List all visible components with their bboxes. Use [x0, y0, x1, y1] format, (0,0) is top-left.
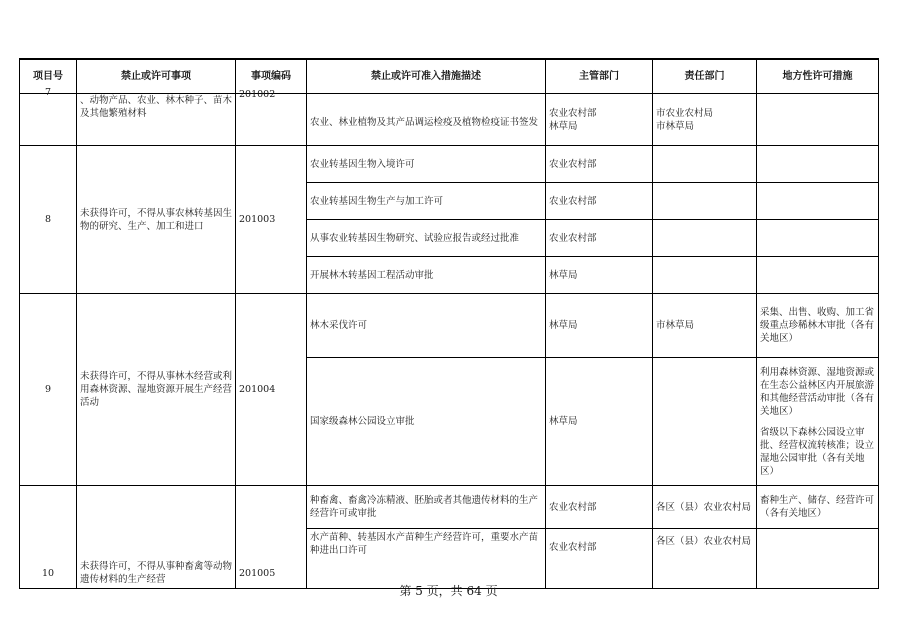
resp-cell: 各区（县）农业农村局 — [653, 486, 757, 529]
local-cell — [757, 146, 879, 183]
header-measure: 禁止或许可准入措施描述 — [307, 59, 546, 94]
table-row — [20, 486, 879, 529]
page-number-footer: 第 5 页，共 64 页 — [399, 584, 498, 598]
header-item: 禁止或许可事项 — [77, 59, 236, 94]
item-text: 未获得许可，不得从事农林转基因生物的研究、生产、加工和进口 — [77, 146, 236, 294]
table-row — [20, 146, 879, 183]
resp-cell — [653, 358, 757, 486]
item-text: 未获得许可，不得从事种畜禽等动物遗传材料的生产经营 — [77, 486, 236, 589]
resp-cell — [653, 257, 757, 294]
header-local: 地方性许可措施 — [757, 59, 879, 94]
permit-table — [19, 58, 879, 589]
local-measure-text: 利用森林资源、湿地资源或在生态公益林区内开展旅游和其他经营活动审批（各有关地区） — [760, 366, 875, 417]
local-cell — [757, 358, 879, 486]
local-cell — [757, 257, 879, 294]
measure-cell: 农业转基因生物入境许可 — [307, 146, 546, 183]
resp-cell — [653, 146, 757, 183]
local-cell — [757, 183, 879, 220]
header-item-number: 项目号 — [20, 59, 77, 94]
resp-cell: 市林草局 — [653, 294, 757, 358]
table-row — [20, 294, 879, 358]
spacer — [760, 418, 875, 426]
dept-cell: 农业农村部 — [546, 183, 653, 220]
dept-cell: 林草局 — [546, 358, 653, 486]
dept-cell: 农业农村部 林草局 — [546, 94, 653, 146]
table-row — [20, 94, 879, 146]
local-cell: 畜种生产、储存、经营许可（各有关地区） — [757, 486, 879, 529]
measure-cell: 农业、林业植物及其产品调运检疫及植物检疫证书签发 — [307, 94, 546, 146]
resp-cell: 市农业农村局 市林草局 — [653, 94, 757, 146]
header-resp: 责任部门 — [653, 59, 757, 94]
measure-cell: 国家级森林公园设立审批 — [307, 358, 546, 486]
item-number: 8 — [20, 146, 77, 294]
header-dept: 主管部门 — [546, 59, 653, 94]
measure-cell: 林木采伐许可 — [307, 294, 546, 358]
dept-cell: 林草局 — [546, 294, 653, 358]
code-cell — [236, 89, 307, 146]
item-number: 10 — [20, 486, 77, 589]
header-code: 事项编码 — [236, 59, 307, 94]
measure-cell: 农业转基因生物生产与加工许可 — [307, 183, 546, 220]
item-number: 9 — [20, 294, 77, 486]
measure-cell: 从事农业转基因生物研究、试验应报告或经过批准 — [307, 220, 546, 257]
measure-cell: 种畜禽、畜禽冷冻精液、胚胎或者其他遗传材料的生产经营许可或审批 — [307, 486, 546, 529]
local-cell: 采集、出售、收购、加工省级重点珍稀林木审批（各有关地区） — [757, 294, 879, 358]
measure-cell: 水产苗种、转基因水产苗种生产经营许可，重要水产苗种进出口许可 — [307, 529, 546, 589]
item-number-cell — [20, 87, 77, 146]
item-cell — [77, 94, 236, 146]
dept-cell: 农业农村部 — [546, 146, 653, 183]
dept-cell: 林草局 — [546, 257, 653, 294]
code-text: 201003 — [236, 146, 307, 294]
item-text: 未获得许可，不得从事林木经营或利用森林资源、湿地资源开展生产经营活动 — [77, 294, 236, 486]
dept-cell: 农业农村部 — [546, 529, 653, 589]
resp-cell — [653, 220, 757, 257]
item-text: 、动物产品、农业、林木种子、苗木及其他繁殖材料 — [80, 95, 233, 119]
local-cell — [757, 529, 879, 589]
permit-table-wrapper — [19, 58, 878, 585]
local-cell — [757, 94, 879, 146]
dept-cell: 农业农村部 — [546, 486, 653, 529]
item-number: 7 — [44, 87, 52, 98]
local-cell — [757, 220, 879, 257]
code-text: 201002 — [239, 89, 276, 100]
code-text: 201004 — [236, 294, 307, 486]
header-row — [20, 59, 879, 94]
resp-cell: 各区（县）农业农村局 — [653, 529, 757, 589]
measure-cell: 开展林木转基因工程活动审批 — [307, 257, 546, 294]
code-text: 201005 — [236, 486, 307, 589]
local-measure-text-2: 省级以下森林公园设立审批、经营权流转核准；设立湿地公园审批（各有关地区） — [760, 426, 875, 477]
dept-cell: 农业农村部 — [546, 220, 653, 257]
resp-cell — [653, 183, 757, 220]
